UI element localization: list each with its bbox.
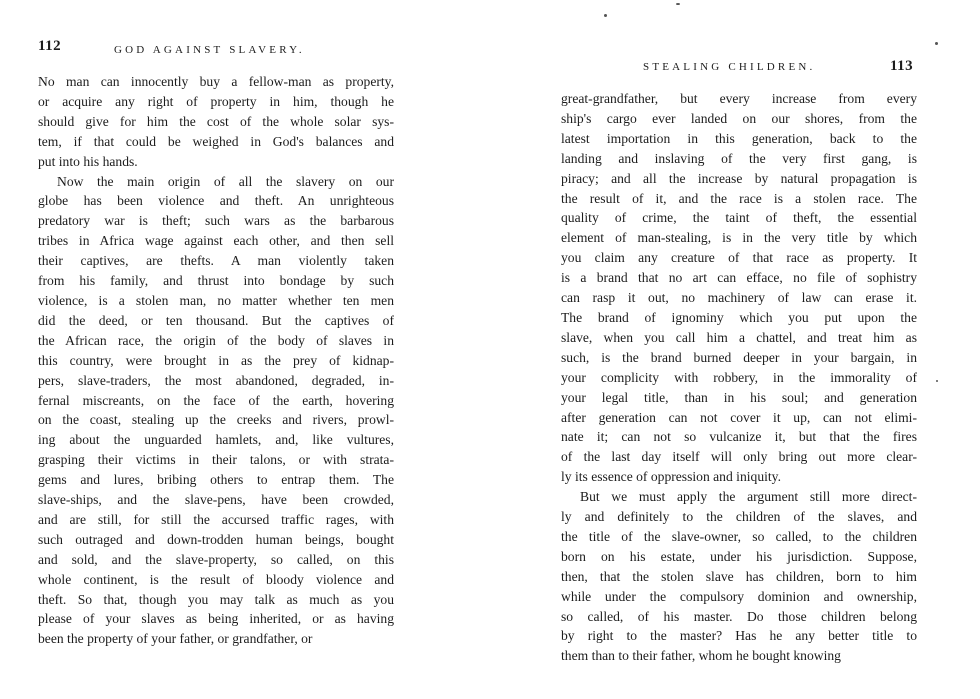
text-line: slave-ships, and the slave-pens, have been crowded, — [38, 492, 394, 508]
text-line: born on his estate, under his jurisdiction. Suppose, — [561, 548, 917, 564]
scan-speck — [604, 14, 607, 17]
text-line: element of man-stealing, is in the very title by which — [561, 230, 917, 246]
text-line: did the deed, or ten thousand. But the captives of — [38, 312, 394, 328]
text-line: latest importation in this generation, back to the — [561, 130, 917, 146]
running-head: STEALING CHILDREN. — [643, 61, 816, 73]
right-page — [490, 0, 980, 699]
running-head: GOD AGAINST SLAVERY. — [114, 44, 305, 56]
text-line: while under the compulsory dominion and ownership, — [561, 588, 917, 604]
text-line: such, is the brand burned deeper in your bargain, in — [561, 349, 917, 365]
scan-speck — [936, 380, 938, 382]
text-line: the title of the slave-owner, so called, to the children — [561, 528, 917, 544]
text-line: theft. So that, though you may talk as much as you — [38, 591, 394, 607]
text-line: violence, is a stolen man, no matter whether ten men — [38, 292, 394, 308]
text-line: the African race, the origin of the body of slaves in — [38, 332, 394, 348]
text-line: of the last day itself will only bring out more clear- — [561, 449, 917, 465]
text-line: Now the main origin of all the slavery on our — [57, 173, 394, 189]
text-line: and sold, and the slave-property, so called, on this — [38, 551, 394, 567]
text-line: please of your slaves as being inherited, or as having — [38, 611, 394, 627]
text-line: such outraged and down-trodden human beings, bought — [38, 531, 394, 547]
text-line: great-grandfather, but every increase from every — [561, 91, 917, 106]
text-line: landing and inslaving of the very first gang, is — [561, 150, 917, 166]
text-line: tem, if that could be weighed in God's balances and — [38, 133, 394, 149]
text-line: can rasp it out, no machinery of law can erase it. — [561, 290, 917, 306]
text-line: grasping their victims in their talons, or with strata- — [38, 452, 394, 468]
text-line: them than to their father, whom he bought knowing — [561, 648, 841, 664]
scan-speck — [935, 42, 938, 45]
text-line: your legal title, than in his soul; and generation — [561, 389, 917, 405]
page-body — [561, 89, 917, 666]
text-line: on the coast, stealing up the creeks and rivers, prowl- — [38, 412, 394, 428]
text-line: ing about the unguarded hamlets, and, like vultures, — [38, 432, 394, 448]
scan-speck — [676, 3, 680, 5]
text-line: quality of crime, the taint of theft, the essential — [561, 210, 917, 226]
page-body — [38, 72, 394, 649]
text-line: put into his hands. — [38, 153, 138, 169]
text-line: But we must apply the argument still more direct- — [580, 489, 917, 505]
text-line: fernal miscreants, on the face of the earth, hovering — [38, 392, 394, 408]
text-line: you claim any creature of that race as property. It — [561, 250, 917, 266]
text-line: tribes in Africa wage against each other, and then sell — [38, 233, 394, 249]
text-line: by right to the master? Has he any better title to — [561, 628, 917, 644]
text-line: whole continent, is the result of bloody violence and — [38, 571, 394, 587]
text-line: predatory war is theft; such wars as the barbarous — [38, 213, 394, 229]
text-line: from his family, and thrust into bondage by such — [38, 273, 394, 289]
text-line: pers, slave-traders, the most abandoned, degraded, in- — [38, 372, 394, 388]
text-line: nate it; can not so vulcanize it, but that the fires — [561, 429, 917, 445]
text-line: then, that the stolen slave has children, born to him — [561, 568, 917, 584]
text-line: is a brand that no art can efface, no file of sophistry — [561, 270, 917, 286]
text-line: or acquire any right of property in him, though he — [38, 93, 394, 109]
text-line: been the property of your father, or grandfather, or — [38, 631, 313, 647]
page-number: 113 — [890, 58, 914, 74]
text-line: ship's cargo ever landed on our shores, from the — [561, 110, 917, 126]
text-line: slave, when you call him a chattel, and treat him as — [561, 329, 917, 345]
text-line: The brand of ignominy which you put upon the — [561, 309, 917, 325]
page-number: 112 — [38, 38, 62, 54]
text-line: globe has been violence and theft. An unrighteous — [38, 193, 394, 209]
text-line: piracy; and all the increase by natural propagation is — [561, 170, 917, 186]
text-line: No man can innocently buy a fellow-man as property, — [38, 74, 394, 89]
text-line: gems and lures, bribing others to entrap them. The — [38, 472, 394, 488]
text-line: so called, of his master. Do those children belong — [561, 608, 917, 624]
text-line: and are still, for still the accursed traffic rages, with — [38, 511, 394, 527]
text-line: ly its essence of oppression and iniquity. — [561, 469, 781, 485]
text-line: after generation can not cover it up, can not elimi- — [561, 409, 917, 425]
text-line: should give for him the cost of the whole solar sys- — [38, 113, 394, 129]
text-line: the result of it, and the race is a stolen race. The — [561, 190, 917, 206]
text-line: ly and definitely to the children of the slaves, and — [561, 509, 917, 525]
text-line: your complicity with robbery, in the immorality of — [561, 369, 917, 385]
text-line: this country, were brought in as the prey of kidnap- — [38, 352, 394, 368]
text-line: their captives, are thefts. A man violently taken — [38, 253, 394, 269]
